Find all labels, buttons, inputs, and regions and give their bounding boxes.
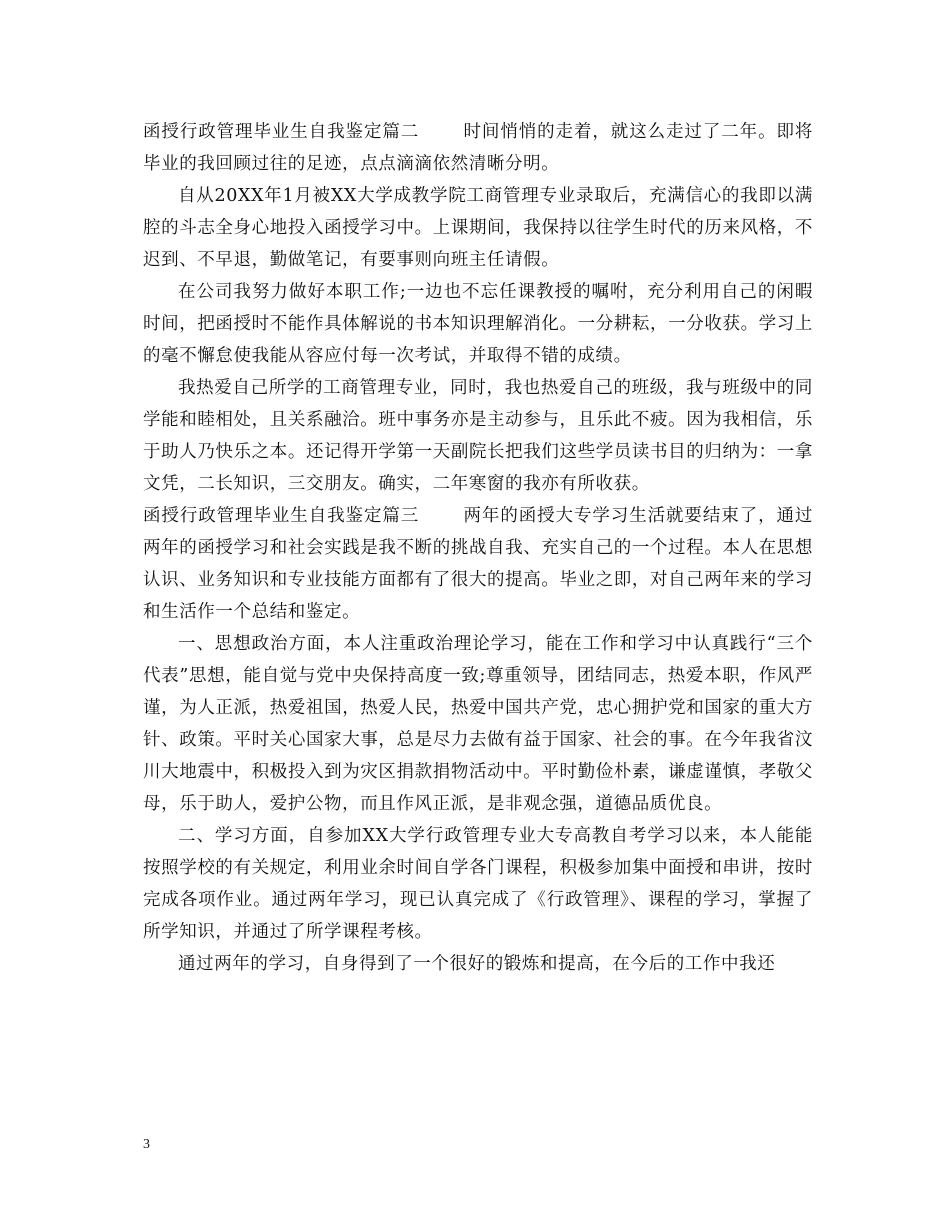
document-body [143,116,813,980]
section2-intro: 时间悄悄的走着，就这么走过了二年。即将毕业的我回顾过往的足迹，点点滴滴依然清晰分明。 [143,122,814,174]
section3-paragraph: 通过两年的学习，自身得到了一个很好的锻炼和提高，在今后的工作中我还 [178,954,776,974]
section2-heading: 函授行政管理毕业生自我鉴定篇二 [143,122,420,142]
section3-paragraph: 二、学习方面，自参加XX大学行政管理专业大专高教自考学习以来，本人能能按照学校的有关规定，利用业余时间自学各门课程，积极参加集中面授和串讲，按时完成各项作业。通过两年学习，现已认真完成了《行政管理》、课程的学习，掌握了所学知识，并通过了所学课程考核。 [143,826,813,942]
section2-paragraph: 我热爱自己所学的工商管理专业，同时，我也热爱自己的班级，我与班级中的同学能和睦相处，且关系融洽。班中事务亦是主动参与，且乐此不疲。因为我相信，乐于助人乃快乐之本。还记得开学第一天副院长把我们这些学员读书目的归纳为：一拿文凭，二长知识，三交朋友。确实，二年寒窗的我亦有所收获。 [143,378,813,494]
section2-opening [143,116,813,180]
section2-paragraph: 自从20XX年1月被XX大学成教学院工商管理专业录取后，充满信心的我即以满腔的斗志全身心地投入函授学习中。上课期间，我保持以往学生时代的历来风格，不迟到、不早退，勤做笔记，有要事则向班主任请假。 [143,186,813,270]
section2-paragraph: 在公司我努力做好本职工作;一边也不忘任课教授的嘱咐，充分利用自己的闲暇时间，把函授时不能作具体解说的书本知识理解消化。一分耕耘，一分收获。学习上的毫不懈怠使我能从容应付每一次考试，并取得不错的成绩。 [143,282,813,366]
section3-opening [143,500,813,628]
page-number: 3 [143,1137,150,1152]
section3-intro: 两年的函授大专学习生活就要结束了，通过两年的函授学习和社会实践是我不断的挑战自我、充实自己的一个过程。本人在思想认识、业务知识和专业技能方面都有了很大的提高。毕业之即，对自己两年来的学习和生活作一个总结和鉴定。 [143,506,814,622]
section3-paragraph: 一、思想政治方面，本人注重政治理论学习，能在工作和学习中认真践行“三个代表”思想，能自觉与党中央保持高度一致;尊重领导，团结同志，热爱本职，作风严谨，为人正派，热爱祖国，热爱人民，热爱中国共产党，忠心拥护党和国家的重大方针、政策。平时关心国家大事，总是尽力去做有益于国家、社会的事。在今年我省汶川大地震中，积极投入到为灾区捐款捐物活动中。平时勤俭朴素，谦虚谨慎，孝敬父母，乐于助人，爱护公物，而且作风正派，是非观念强，道德品质优良。 [143,634,813,814]
section3-heading: 函授行政管理毕业生自我鉴定篇三 [143,506,420,526]
